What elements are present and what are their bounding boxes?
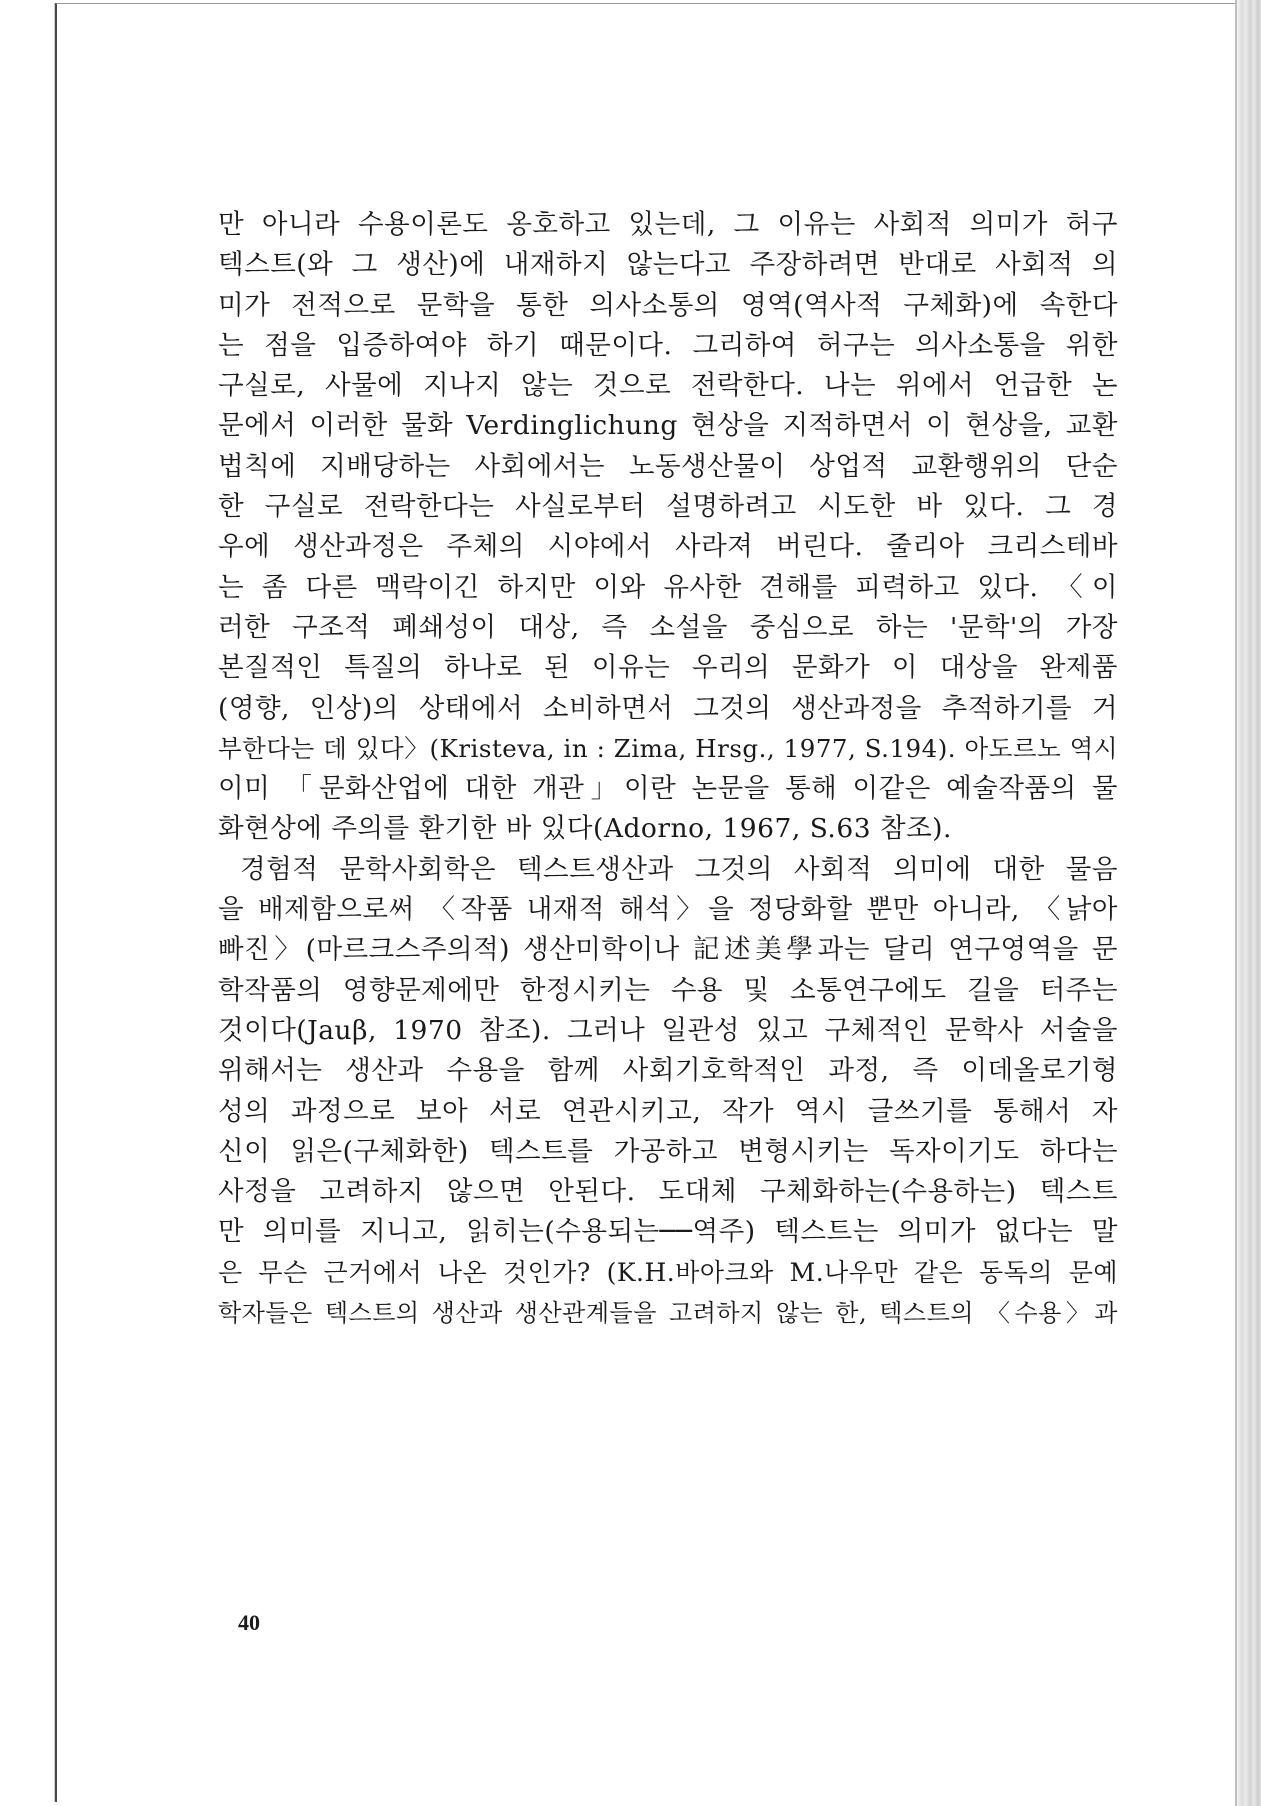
text-line: 구실로, 사물에 지나지 않는 것으로 전락한다. 나는 위에서 언급한 논 (218, 370, 1118, 402)
text-line: 러한 구조적 폐쇄성이 대상, 즉 소설을 중심으로 하는 '문학'의 가장 (218, 611, 1118, 643)
text-line: 이미 「문화산업에 대한 개관」이란 논문을 통해 이같은 예술작품의 물 (218, 773, 1118, 805)
text-line: 사정을 고려하지 않으면 안된다. 도대체 구체화하는(수용하는) 텍스트 (218, 1176, 1118, 1208)
text-line: (영향, 인상)의 상태에서 소비하면서 그것의 생산과정을 추적하기를 거 (218, 692, 1118, 724)
text-line: 학자들은 텍스트의 생산과 생산관계들을 고려하지 않는 한, 텍스트의 〈수용〉과 (218, 1299, 1118, 1328)
text-line: 성의 과정으로 보아 서로 연관시키고, 작가 역시 글쓰기를 통해서 자 (218, 1095, 1118, 1127)
text-line: 위해서는 생산과 수용을 함께 사회기호학적인 과정, 즉 이데올로기형 (218, 1055, 1118, 1087)
text-line: 것이다(Jauβ, 1970 참조). 그러나 일관성 있고 구체적인 문학사 서술을 (218, 1014, 1118, 1046)
text-line: 한 구실로 전락한다는 사실로부터 설명하려고 시도한 바 있다. 그 경 (218, 491, 1118, 523)
text-line: 우에 생산과정은 주체의 시야에서 사라져 버린다. 줄리아 크리스테바 (218, 531, 1118, 563)
text-line: 문에서 이러한 물화 Verdinglichung 현상을 지적하면서 이 현상을, 교환 (218, 410, 1118, 442)
text-line: 만 아니라 수용이론도 옹호하고 있는데, 그 이유는 사회적 의미가 허구 (218, 209, 1118, 240)
text-line: 텍스트(와 그 생산)에 내재하지 않는다고 주장하려면 반대로 사회적 의 (218, 249, 1118, 281)
text-line: 미가 전적으로 문학을 통한 의사소통의 영역(역사적 구체화)에 속한다 (218, 289, 1118, 321)
text-line: 부한다는 데 있다〉(Kristeva, in : Zima, Hrsg., 1977, S.194). 아도르노 역시 (218, 733, 1118, 763)
text-line: 신이 읽은(구체화한) 텍스트를 가공하고 변형시키는 독자이기도 하다는 (218, 1135, 1118, 1167)
text-line: 빠진〉(마르크스주의적) 생산미학이나 記述美學과는 달리 연구영역을 문 (218, 934, 1118, 966)
paragraph-first-line: 경험적 문학사회학은 텍스트생산과 그것의 사회적 의미에 대한 물음 (240, 853, 1118, 885)
text-line: 을 배제함으로써 〈작품 내재적 해석〉을 정당화할 뿐만 아니라, 〈낡아 (218, 894, 1118, 926)
body-text (218, 205, 1118, 1545)
text-line: 는 점을 입증하여야 하기 때문이다. 그리하여 허구는 의사소통을 위한 (218, 329, 1118, 361)
text-line: 는 좀 다른 맥락이긴 하지만 이와 유사한 견해를 피력하고 있다. 〈이 (218, 571, 1118, 603)
text-line: 만 의미를 지니고, 읽히는(수용되는──역주) 텍스트는 의미가 없다는 말 (218, 1216, 1118, 1248)
text-line: 학작품의 영향문제에만 한정시키는 수용 및 소통연구에도 길을 터주는 (218, 974, 1118, 1006)
text-line: 은 무슨 근거에서 나온 것인가? (K.H.바아크와 M.나우만 같은 동독의 문예 (218, 1257, 1118, 1287)
page-number: 40 (238, 1610, 260, 1635)
text-line: 법칙에 지배당하는 사회에서는 노동생산물이 상업적 교환행위의 단순 (218, 450, 1118, 482)
page-stack-edge (1237, 0, 1261, 1806)
text-line: 본질적인 특질의 하나로 된 이유는 우리의 문화가 이 대상을 완제품 (218, 652, 1118, 684)
paragraph-last-line: 화현상에 주의를 환기한 바 있다(Adorno, 1967, S.63 참조). (218, 813, 952, 845)
